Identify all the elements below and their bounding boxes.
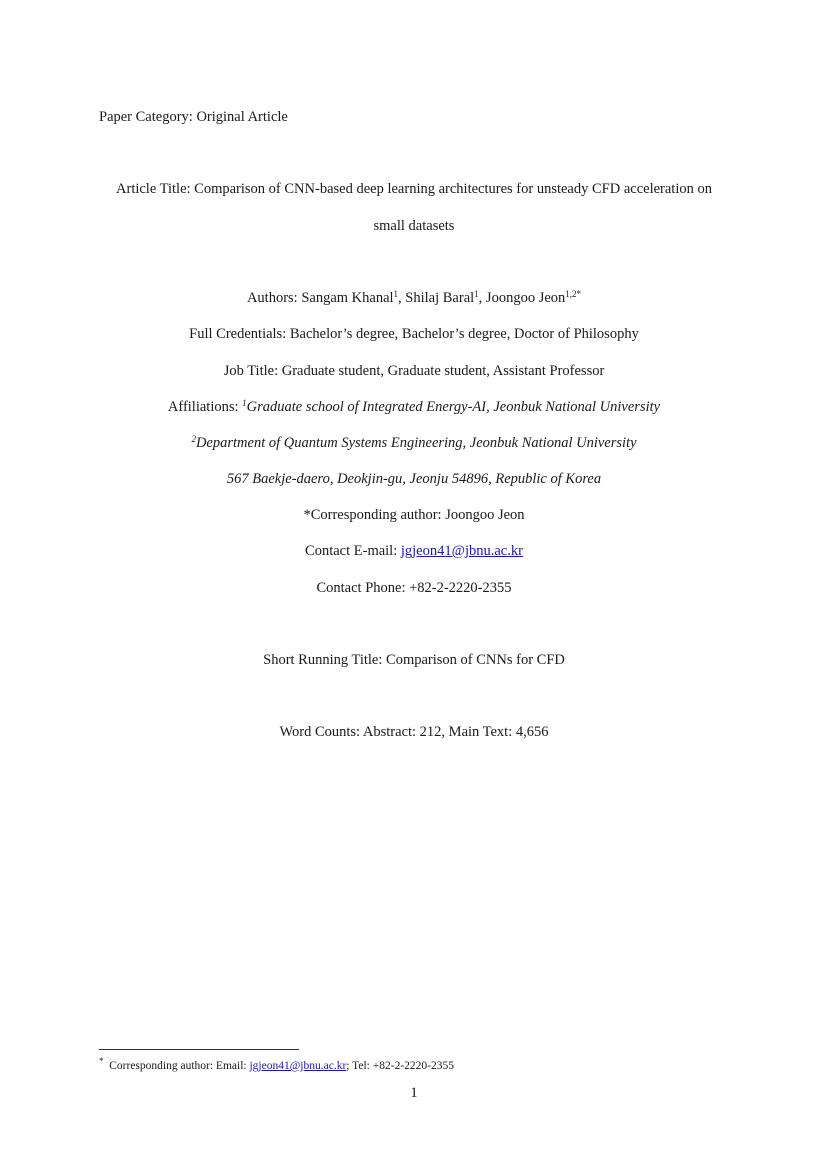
credentials: Full Credentials: Bachelor’s degree, Bachelor’s degree, Doctor of Philosophy (189, 326, 639, 342)
affiliation-address: 567 Baekje-daero, Deokjin-gu, Jeonju 54896, Republic of Korea (226, 471, 602, 487)
author-1: Sangam Khanal (301, 290, 394, 306)
authors-label: Authors: (246, 290, 298, 306)
footnote-divider (99, 1049, 299, 1050)
footnote (99, 1057, 454, 1075)
author-2: Shilaj Baral (405, 290, 475, 306)
affiliations-line2 (0, 434, 828, 452)
author-2-sup: 1 (474, 289, 479, 299)
page-number: 1 (410, 1085, 418, 1101)
article-title-text: Comparison of CNN-based deep learning architectures for unsteady CFD acceleration on (194, 181, 712, 197)
affiliation-2-sup: 2 (191, 434, 196, 444)
authors-line: Authors: Sangam Khanal$^1$, Shilaj Baral$^1$, Joongoo Jeon$^{1,2*}$ (246, 289, 582, 306)
article-title-line2: small datasets (373, 218, 455, 234)
article-title-label: Article Title: (116, 181, 191, 197)
affiliations-label: Affiliations: (167, 399, 239, 415)
affiliation-2: Department of Quantum Systems Engineering, Jeonbuk National University (195, 435, 637, 451)
author-1-sup: 1 (393, 289, 399, 299)
article-title-line1 (0, 180, 828, 198)
contact-email-line (0, 542, 828, 560)
author-3: Joongoo Jeon (485, 290, 566, 306)
contact-email-label: Contact E-mail: (305, 543, 398, 559)
affiliation-1-sup: 1 (242, 398, 247, 408)
contact-email-link[interactable]: jgjeon41@jbnu.ac.kr (400, 543, 523, 559)
footnote-suffix: ; Tel: +82-2-2220-2355 (346, 1060, 454, 1072)
affiliations-line1 (0, 398, 828, 416)
footnote-email-link[interactable]: jgjeon41@jbnu.ac.kr (249, 1060, 347, 1072)
paper-category: Paper Category: Original Article (99, 109, 288, 125)
contact-phone: Contact Phone: +82-2-2220-2355 (316, 580, 512, 596)
affiliation-1: Graduate school of Integrated Energy-AI, Jeonbuk National University (246, 399, 661, 415)
author-3-sup: 1,2* (565, 289, 582, 299)
short-running-title: Short Running Title: Comparison of CNNs for CFD (263, 652, 565, 668)
word-counts: Word Counts: Abstract: 212, Main Text: 4,656 (279, 724, 549, 740)
corresponding-author: *Corresponding author: Joongoo Jeon (303, 507, 525, 523)
footnote-prefix: Corresponding author: Email: (109, 1060, 247, 1072)
footnote-mark: * (99, 1056, 104, 1066)
job-title: Job Title: Graduate student, Graduate student, Assistant Professor (223, 363, 605, 379)
